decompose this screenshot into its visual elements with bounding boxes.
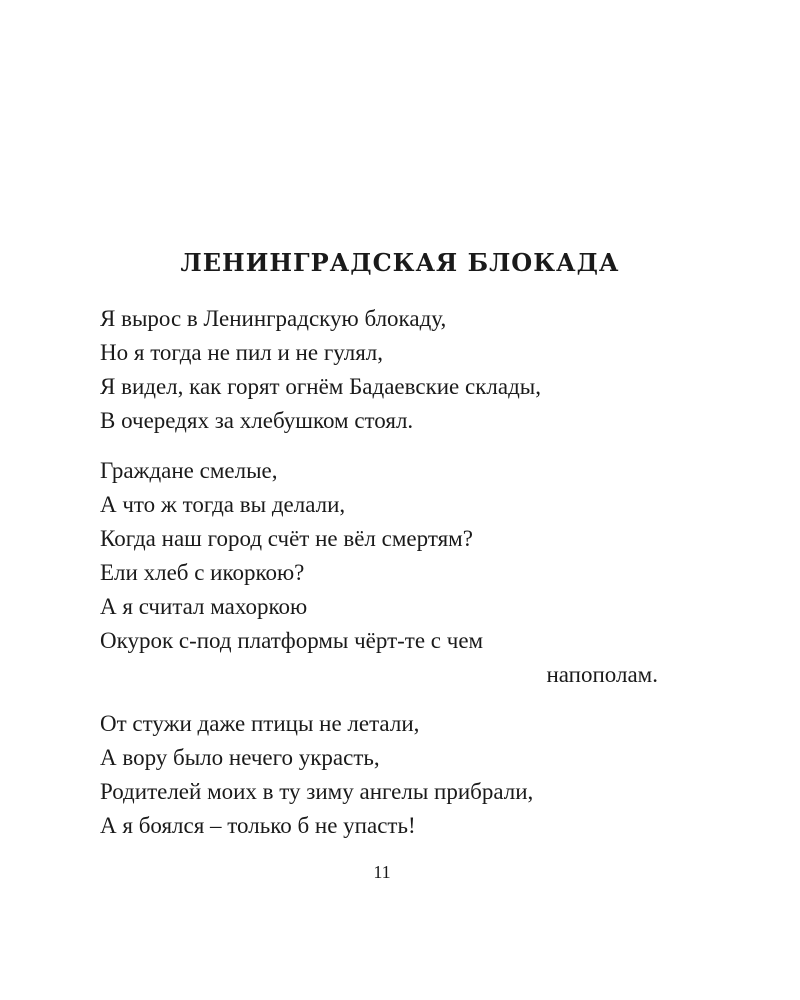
poem-line: Окурок с-под платформы чёрт-те с чем	[100, 628, 484, 653]
poem-line-continuation: напополам.	[546, 662, 658, 687]
poem-line: А я считал махоркою	[100, 594, 308, 619]
poem-line: А вору было нечего украсть,	[100, 745, 380, 770]
poem-line: Родителей моих в ту зиму ангелы прибрали,	[100, 779, 534, 804]
poem-line: Ели хлеб с икоркою?	[100, 560, 305, 585]
poem-line: Но я тогда не пил и не гулял,	[100, 340, 384, 365]
poem-line: Когда наш город счёт не вёл смертям?	[100, 526, 473, 551]
poem-line: Я вырос в Ленинградскую блокаду,	[100, 306, 447, 331]
poem-line: Граждане смелые,	[100, 458, 278, 483]
poem-line: В очередях за хлебушком стоял.	[100, 408, 414, 433]
stanza-2	[100, 454, 670, 692]
stanza-3	[100, 707, 670, 843]
poem-line: От стужи даже птицы не летали,	[100, 711, 420, 736]
poem-line: А что ж тогда вы делали,	[100, 492, 346, 517]
poem-title: ЛЕНИНГРАДСКАЯ БЛОКАДА	[180, 248, 620, 277]
poem-line: А я боялся – только б не упасть!	[100, 813, 416, 838]
page-number: 11	[373, 862, 391, 882]
stanza-1	[100, 302, 670, 438]
poem-line: Я видел, как горят огнём Бадаевские склады,	[100, 374, 541, 399]
